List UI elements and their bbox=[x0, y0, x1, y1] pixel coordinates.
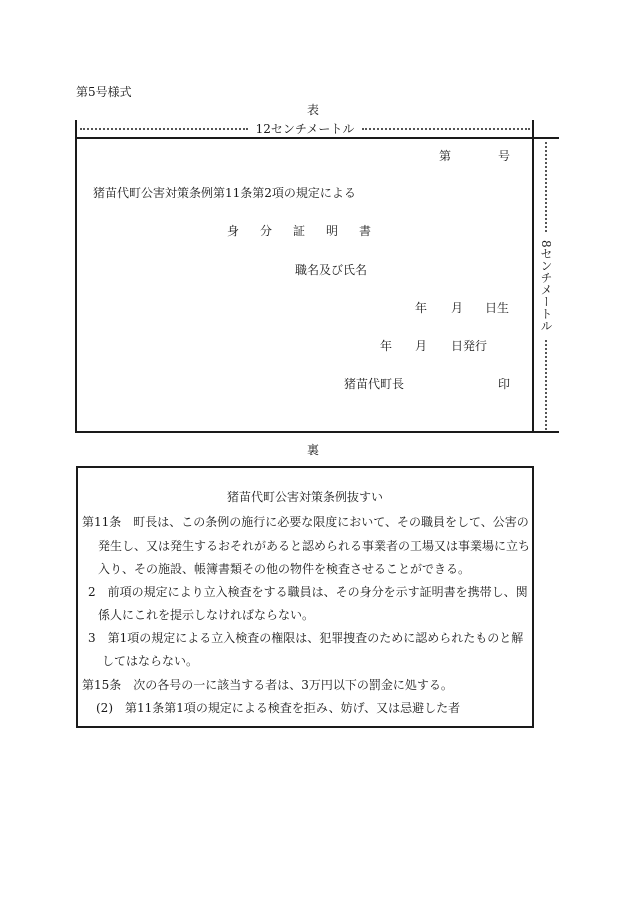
dotted-line bbox=[80, 128, 248, 130]
height-dimension bbox=[538, 142, 554, 430]
width-dimension-label: 12センチメートル bbox=[255, 122, 355, 136]
article-11-para-3-line-2: してはならない。 bbox=[102, 654, 199, 668]
issue-day: 日発行 bbox=[451, 339, 488, 353]
title-char: 身 bbox=[227, 224, 240, 238]
title-char: 書 bbox=[359, 224, 372, 238]
height-dimension-label: 8センチメートル bbox=[539, 240, 553, 332]
dotted-line bbox=[545, 340, 547, 430]
issuer-name: 猪苗代町長 bbox=[344, 377, 405, 391]
issue-month: 月 bbox=[415, 339, 428, 353]
front-top-border bbox=[75, 137, 559, 139]
title-char: 明 bbox=[326, 224, 339, 238]
article-11-para-3-line-1: 3 第1項の規定による立入検査の権限は、犯罪捜査のために認められたものと解 bbox=[88, 631, 524, 645]
number-suffix: 号 bbox=[498, 149, 511, 163]
front-left-border bbox=[75, 120, 77, 433]
article-11-para-2-line-1: 2 前項の規定により立入検査をする職員は、その身分を示す証明書を携帯し、関 bbox=[88, 585, 528, 599]
article-11-para-2-line-2: 係人にこれを提示しなければならない。 bbox=[98, 608, 315, 622]
title-char: 証 bbox=[293, 224, 306, 238]
dotted-line bbox=[362, 128, 530, 130]
width-dimension bbox=[80, 122, 530, 136]
front-side-label: 表 bbox=[307, 103, 320, 117]
issue-year: 年 bbox=[380, 339, 393, 353]
article-11-line-2: 発生し、又は発生するおそれがあると認められる事業者の工場又は事業場に立ち bbox=[98, 539, 531, 553]
front-bottom-border bbox=[75, 431, 559, 433]
seal-mark: 印 bbox=[498, 377, 511, 391]
front-right-border bbox=[532, 120, 534, 433]
article-15-item-2: (2) 第11条第1項の規定による検査を拒み、妨げ、又は忌避した者 bbox=[96, 701, 461, 715]
title-char: 分 bbox=[260, 224, 273, 238]
back-card bbox=[76, 466, 534, 728]
number-prefix: 第 bbox=[439, 149, 452, 163]
document-title bbox=[227, 225, 371, 237]
birth-month: 月 bbox=[451, 301, 464, 315]
dotted-line bbox=[545, 142, 547, 232]
birth-year: 年 bbox=[415, 301, 428, 315]
form-number: 第5号様式 bbox=[76, 85, 132, 99]
back-title: 猪苗代町公害対策条例抜すい bbox=[226, 490, 383, 504]
article-15-line: 第15条 次の各号の一に該当する者は、3万円以下の罰金に処する。 bbox=[82, 678, 453, 692]
legal-basis: 猪苗代町公害対策条例第11条第2項の規定による bbox=[93, 186, 356, 200]
article-11-line-1: 第11条 町長は、この条例の施行に必要な限度において、その職員をして、公害の bbox=[82, 515, 529, 529]
birth-day: 日生 bbox=[485, 301, 510, 315]
article-11-line-3: 入り、その施設、帳簿書類その他の物件を検査させることができる。 bbox=[98, 562, 471, 576]
back-side-label: 裏 bbox=[307, 443, 320, 457]
position-and-name-label: 職名及び氏名 bbox=[295, 263, 368, 277]
